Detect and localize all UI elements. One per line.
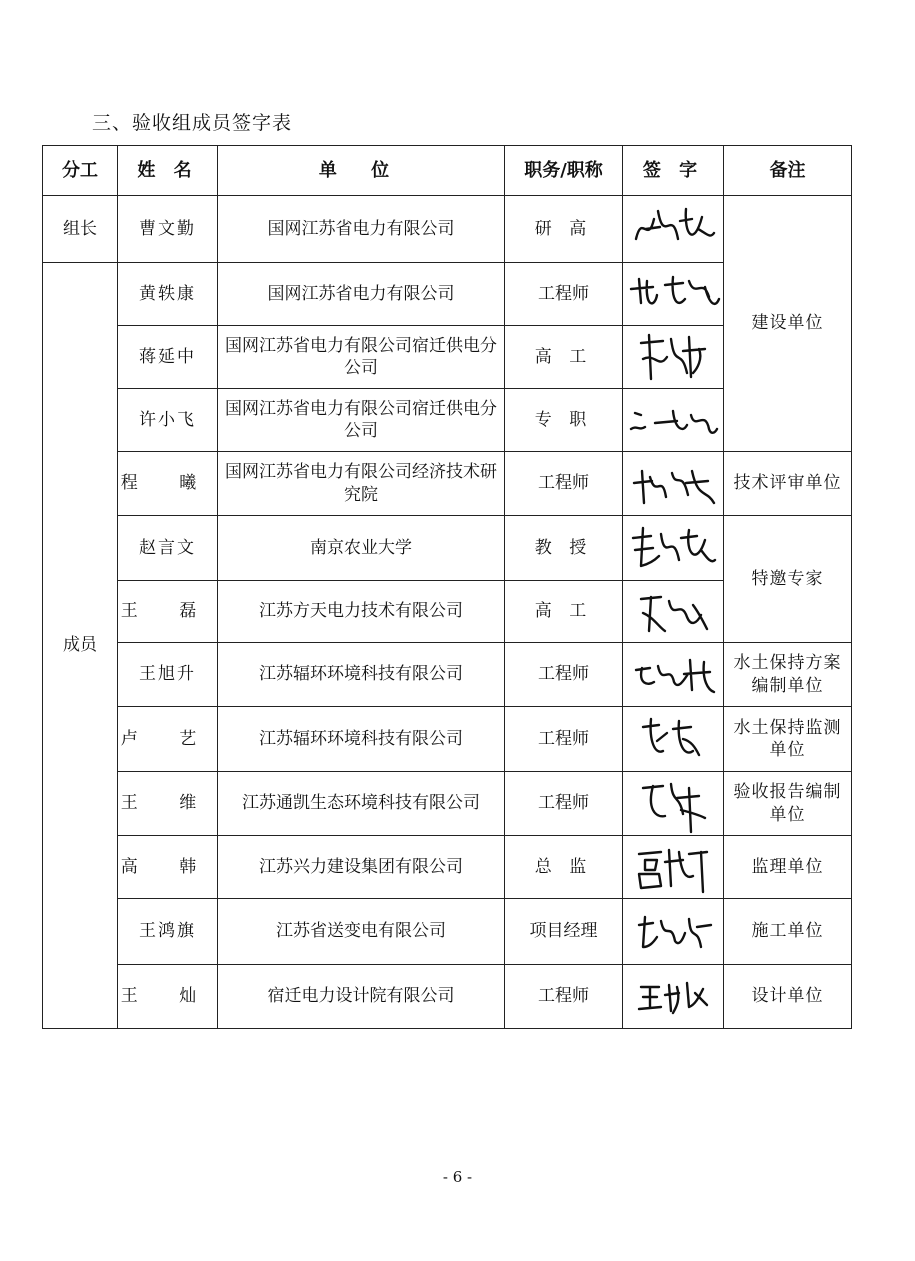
member-name: 黄轶康	[118, 263, 218, 326]
signature-cell	[623, 772, 724, 836]
member-name: 卢 艺	[118, 707, 218, 772]
page-heading: 三、验收组成员签字表	[92, 112, 293, 134]
signature-cell	[623, 196, 724, 263]
handwritten-signature	[633, 774, 713, 834]
remark-construction: 施工单位	[724, 899, 852, 965]
member-name: 王旭升	[118, 643, 218, 707]
page-number: - 6 -	[442, 1168, 473, 1186]
remark-tech-review: 技术评审单位	[724, 452, 852, 516]
member-name: 王 灿	[118, 965, 218, 1029]
member-unit: 江苏辐环环境科技有限公司	[218, 707, 505, 772]
member-unit: 江苏方天电力技术有限公司	[218, 581, 505, 643]
handwritten-signature	[631, 840, 715, 894]
table-row	[43, 196, 852, 263]
signature-cell	[623, 263, 724, 326]
member-title: 高 工	[505, 581, 623, 643]
member-name: 蒋延中	[118, 326, 218, 389]
member-unit: 国网江苏省电力有限公司宿迁供电分公司	[218, 389, 505, 452]
member-unit: 国网江苏省电力有限公司	[218, 263, 505, 326]
signature-cell	[623, 581, 724, 643]
member-unit: 江苏省送变电有限公司	[218, 899, 505, 965]
remark-design: 设计单位	[724, 965, 852, 1029]
signature-cell	[623, 516, 724, 581]
table-row	[43, 836, 852, 899]
member-title: 工程师	[505, 772, 623, 836]
handwritten-signature	[625, 395, 721, 445]
table-row	[43, 772, 852, 836]
member-title: 工程师	[505, 452, 623, 516]
handwritten-signature	[633, 329, 713, 385]
table-header-row	[43, 146, 852, 196]
member-title: 研 高	[505, 196, 623, 263]
signature-cell	[623, 452, 724, 516]
member-title: 项目经理	[505, 899, 623, 965]
handwritten-signature	[633, 975, 713, 1019]
remark-supervision: 监理单位	[724, 836, 852, 899]
table-row	[43, 707, 852, 772]
header-signature: 签 字	[623, 146, 724, 196]
member-unit: 宿迁电力设计院有限公司	[218, 965, 505, 1029]
table-row	[43, 965, 852, 1029]
member-title: 总 监	[505, 836, 623, 899]
signature-cell	[623, 899, 724, 965]
member-name: 王鸿旗	[118, 899, 218, 965]
table-row	[43, 516, 852, 581]
signature-cell	[623, 707, 724, 772]
member-name: 程 曦	[118, 452, 218, 516]
handwritten-signature	[631, 907, 715, 957]
handwritten-signature	[628, 199, 718, 259]
table-row	[43, 452, 852, 516]
member-name: 曹文勤	[118, 196, 218, 263]
member-unit: 国网江苏省电力有限公司经济技术研究院	[218, 452, 505, 516]
signature-cell	[623, 389, 724, 452]
remark-special-experts: 特邀专家	[724, 516, 852, 643]
table-row	[43, 899, 852, 965]
remark-swc-monitoring: 水土保持监测单位	[724, 707, 852, 772]
handwritten-signature	[627, 520, 719, 576]
member-title: 教 授	[505, 516, 623, 581]
member-unit: 南京农业大学	[218, 516, 505, 581]
member-name: 赵言文	[118, 516, 218, 581]
member-title: 工程师	[505, 643, 623, 707]
group-leader-label: 组长	[43, 196, 118, 263]
member-title: 工程师	[505, 965, 623, 1029]
signature-cell	[623, 965, 724, 1029]
header-division: 分工	[43, 146, 118, 196]
remark-swc-plan: 水土保持方案编制单位	[724, 643, 852, 707]
handwritten-signature	[625, 269, 721, 319]
member-name: 王 维	[118, 772, 218, 836]
table-row	[43, 643, 852, 707]
member-title: 高 工	[505, 326, 623, 389]
member-title: 工程师	[505, 263, 623, 326]
member-unit: 江苏兴力建设集团有限公司	[218, 836, 505, 899]
remark-acceptance-report: 验收报告编制单位	[724, 772, 852, 836]
member-name: 高 韩	[118, 836, 218, 899]
member-title: 工程师	[505, 707, 623, 772]
handwritten-signature	[633, 711, 713, 767]
member-unit: 国网江苏省电力有限公司	[218, 196, 505, 263]
member-name: 王 磊	[118, 581, 218, 643]
member-signature-table	[42, 145, 852, 1029]
member-title: 专 职	[505, 389, 623, 452]
header-remark: 备注	[724, 146, 852, 196]
remark-construction-owner: 建设单位	[724, 196, 852, 452]
signature-cell	[623, 836, 724, 899]
group-members-label: 成员	[43, 263, 118, 1029]
member-unit: 国网江苏省电力有限公司宿迁供电分公司	[218, 326, 505, 389]
header-unit: 单 位	[218, 146, 505, 196]
handwritten-signature	[628, 650, 718, 700]
signature-cell	[623, 643, 724, 707]
member-unit: 江苏辐环环境科技有限公司	[218, 643, 505, 707]
handwritten-signature	[628, 459, 718, 509]
signature-cell	[623, 326, 724, 389]
handwritten-signature	[633, 587, 713, 637]
member-name: 许小飞	[118, 389, 218, 452]
header-title: 职务/职称	[505, 146, 623, 196]
member-unit: 江苏通凯生态环境科技有限公司	[218, 772, 505, 836]
header-name: 姓 名	[118, 146, 218, 196]
